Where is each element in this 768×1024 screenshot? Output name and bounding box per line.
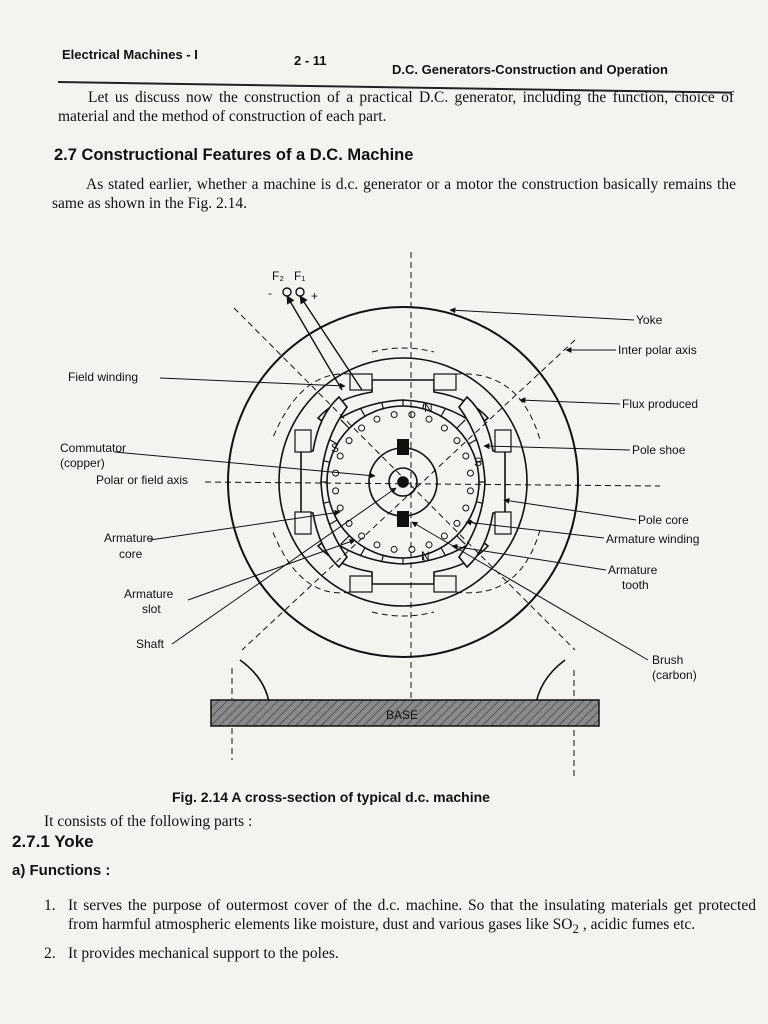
- functions-subheading: a) Functions :: [12, 862, 111, 879]
- figure-caption: Fig. 2.14 A cross-section of typical d.c. machine: [172, 789, 490, 805]
- armature-conductor: [409, 546, 415, 552]
- armature-conductor: [337, 505, 343, 511]
- label-armature-tooth-2: tooth: [622, 578, 649, 592]
- field-coil: [295, 512, 311, 534]
- base-label: BASE: [386, 708, 419, 722]
- armature-conductor: [333, 470, 339, 476]
- label-yoke: Yoke: [636, 313, 663, 327]
- armature-conductor: [454, 520, 460, 526]
- dc-machine-diagram: [0, 240, 768, 800]
- armature-conductor: [374, 542, 380, 548]
- intro-paragraph: Let us discuss now the construction of a practical D.C. generator, including the function, choice of material and the method of construction of each part.: [58, 89, 734, 125]
- list-item-text: It provides mechanical support to the poles.: [68, 945, 339, 963]
- terminal-plus: +: [311, 289, 319, 303]
- shaft-center: [398, 477, 408, 487]
- armature-conductor: [463, 453, 469, 459]
- field-coil: [434, 576, 456, 592]
- armature-conductor: [467, 470, 473, 476]
- armature-conductor: [463, 505, 469, 511]
- armature-tooth: [457, 536, 465, 544]
- armature-conductor: [359, 425, 365, 431]
- armature-conductor: [441, 425, 447, 431]
- list-item-number: 1.: [44, 897, 56, 914]
- label-pole-shoe: Pole shoe: [632, 443, 686, 457]
- armature-conductor: [391, 546, 397, 552]
- terminal-f2: [283, 288, 291, 296]
- leader-field-winding: [160, 378, 345, 386]
- leader-armature-slot: [188, 540, 355, 600]
- section-heading-2-7-1: 2.7.1 Yoke: [12, 832, 94, 851]
- chapter-title: D.C. Generators-Construction and Operation: [392, 62, 668, 77]
- pole-label-north-top: N: [424, 401, 433, 415]
- brush-top: [397, 439, 409, 455]
- leader-yoke: [450, 310, 634, 320]
- list-item-text: It serves the purpose of outermost cover of the d.c. machine. So that the insulating materials get protected from harmful atmospheric elements like moisture, dust and various gases like $SO_2$ , acidic fumes etc.: [68, 897, 756, 937]
- list-item-number: 2.: [44, 945, 56, 963]
- terminal-f1-label: F₁: [294, 269, 306, 283]
- terminal-minus: -: [268, 286, 272, 300]
- flux-path: [372, 612, 434, 616]
- field-coil: [495, 512, 511, 534]
- consists-text: It consists of the following parts :: [44, 813, 253, 830]
- field-coil: [434, 374, 456, 390]
- label-armature-tooth: Armature: [608, 563, 658, 577]
- label-commutator: Commutator: [60, 441, 127, 455]
- armature-conductor: [409, 412, 415, 418]
- leader-flux: [520, 400, 620, 404]
- armature-conductor: [346, 438, 352, 444]
- armature-conductor: [374, 416, 380, 422]
- figure-dc-machine: [0, 240, 768, 800]
- field-coil: [295, 430, 311, 452]
- label-brush-carbon: (carbon): [652, 668, 697, 682]
- section-heading-2-7: 2.7 Constructional Features of a D.C. Machine: [54, 146, 414, 164]
- label-brush: Brush: [652, 653, 684, 667]
- section-2-7-paragraph: As stated earlier, whether a machine is d.c. generator or a motor the construction basically remains the same as shown in the Fig. 2.14.: [52, 176, 736, 212]
- label-commutator-copper: (copper): [60, 456, 105, 470]
- label-armature-slot-2: slot: [142, 602, 161, 616]
- label-armature-slot: Armature: [124, 587, 174, 601]
- inter-polar-axis-line: [234, 308, 575, 650]
- list-item: [44, 944, 756, 963]
- polar-axis-line: [205, 482, 660, 486]
- armature-conductor: [333, 488, 339, 494]
- armature-conductor: [467, 488, 473, 494]
- field-coil: [495, 430, 511, 452]
- page-header: [0, 0, 768, 90]
- label-polar-axis: Polar or field axis: [96, 473, 189, 487]
- label-pole-core: Pole core: [638, 513, 689, 527]
- pole-label-south-right: S: [474, 455, 483, 469]
- pole-label-south-left: S: [331, 441, 340, 455]
- terminal-lead: [300, 296, 362, 390]
- page-number: 2 - 11: [294, 53, 327, 68]
- book-title: Electrical Machines - I: [62, 47, 198, 62]
- flux-path: [372, 348, 434, 352]
- list-item: [44, 896, 756, 938]
- label-flux-produced: Flux produced: [622, 397, 699, 411]
- armature-conductor: [391, 412, 397, 418]
- label-field-winding: Field winding: [68, 370, 139, 384]
- armature-conductor: [426, 416, 432, 422]
- label-shaft: Shaft: [136, 637, 165, 651]
- armature-conductor: [454, 438, 460, 444]
- pole-label-north-bottom: N: [421, 549, 430, 563]
- terminal-f1: [296, 288, 304, 296]
- label-armature-core-2: core: [119, 547, 143, 561]
- label-inter-polar-axis: Inter polar axis: [618, 343, 697, 357]
- armature-tooth: [341, 420, 349, 428]
- armature-conductor: [426, 542, 432, 548]
- brush-bottom: [397, 511, 409, 527]
- label-armature-winding: Armature winding: [606, 532, 700, 546]
- functions-list: [44, 896, 756, 969]
- armature-tooth: [457, 420, 465, 428]
- terminal-f2-label: F₂: [272, 269, 284, 283]
- field-coil: [350, 576, 372, 592]
- label-armature-core: Armature: [104, 531, 154, 545]
- armature-conductor: [441, 533, 447, 539]
